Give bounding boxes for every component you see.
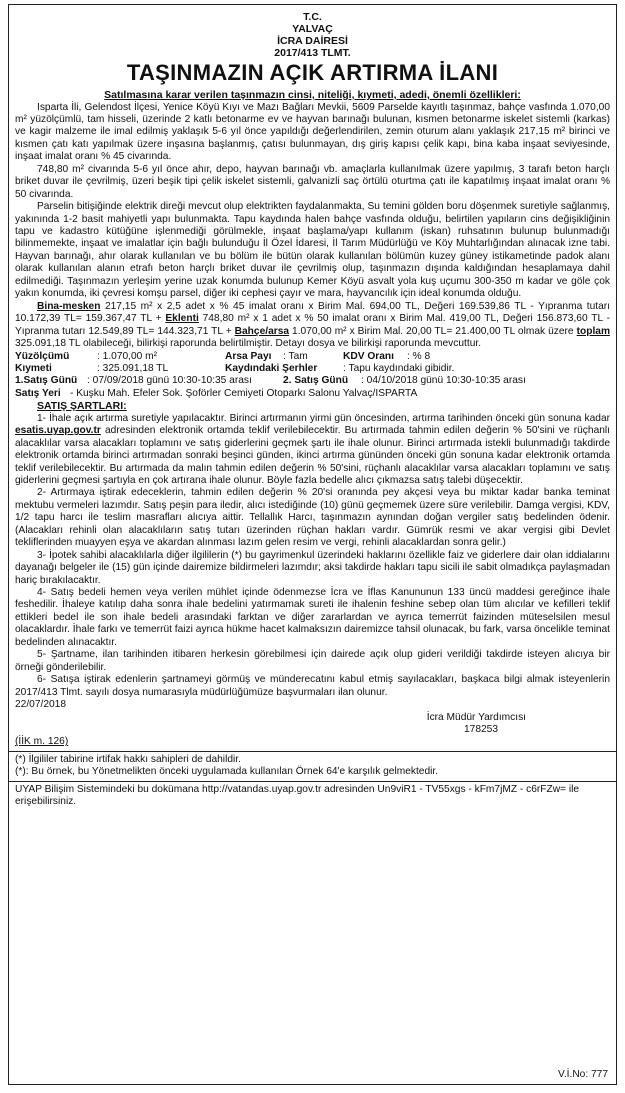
- footnotes: [15, 736, 610, 778]
- value-label: Kıymeti: [15, 362, 52, 374]
- description-paragraph-1: Isparta İli, Gelendost İlçesi, Yenice Köyü Kıyı ve Mazı Bağları Mevkii, 5609 Parselde kayıtlı taşınmaz, bahçe vasfında 1.070,00 m² yüzölçümlü, tam hisseli, üzerinde 2 katlı betonarme ev ve hayvan barınağı bulunan, kısmen betonarme iskelet sistemli (karkas) ve kagir malzeme ile imal edilmiş yaklaşık 5-6 yıl önce yapıldığı değerlendirilen, zemin oturum alanı yaklaşık 217,15 m² birinci ve kısmen çatı katı yapılmak üzere inşasına başlanmış, çatısı bulunmayan, dış giriş kapısı çelik kapı, bina kaba inşaat seviyesinde, inşaat imalat oranı % 45 civarında.: [15, 101, 610, 163]
- description-paragraph-2: 748,80 m² civarında 5-6 yıl önce ahır, depo, hayvan barınağı vb. amaçlarla kullanılmak üzere yapılmış, 3 tarafı beton harçlı briket duvar ile çevrilmiş, üzeri beşik tipi çelik iskelet sistemli, galvanizli saç örtülü oturtma çatı ile kapatılmış inşaat imalat oranı % 50 civarında.: [15, 163, 610, 200]
- form-reference: (İİK m. 126): [15, 736, 69, 748]
- uyap-text: UYAP Bilişim Sistemindeki bu dokümana http://vatandas.uyap.gov.tr adresinden Un9viR1 - TV55xgs - kFm7jMZ - c6rFZw= ile erişebilirsiniz.: [15, 783, 580, 808]
- conditions-title: SATIŞ ŞARTLARI:: [37, 400, 127, 413]
- vat-rate-label: KDV Oranı: [343, 350, 394, 362]
- sale-day-2-label: 2. Satış Günü: [283, 375, 349, 387]
- header-country: T.C.: [303, 11, 322, 23]
- annex-label: Eklenti: [165, 313, 199, 325]
- header-file-number: 2017/413 TLMT.: [274, 47, 351, 59]
- total-label: toplam: [576, 325, 611, 337]
- legal-notice: [8, 4, 617, 1085]
- land-share-label: Arsa Payı: [225, 350, 272, 362]
- land-share-value: : Tam: [283, 350, 308, 362]
- uyap-access-note: [9, 781, 616, 1080]
- signature-role: İcra Müdür Yardımcısı: [426, 711, 526, 723]
- header-town: YALVAÇ: [292, 23, 333, 35]
- notice-title: TAŞINMAZIN AÇIK ARTIRMA İLANI: [126, 60, 499, 85]
- valuation-paragraph: Bina-mesken 217,15 m² x 2,5 adet x % 45 imalat oranı x Birim Mal. 694,00 TL, Değeri 169.539,86 TL - Yıpranma tutarı 10.172,39 TL= 159.367,47 TL + Eklenti 748,80 m² x 1 adet x % 50 imalat oranı x Birim Mal. 419,00 TL, Değeri 156.873,60 TL - Yıpranma tutarı 12.549,89 TL= 144.323,71 TL + Bahçe/arsa 1.070,00 m² x Birim Mal. 20,00 TL= 21.400,00 TL olmak üzere toplam 325.091,18 TL olabileceği, bilirkişi raporunda belirtilmiştir. Detayı dosya ve bilirkişi raporunda mevcuttur.: [15, 300, 611, 350]
- info-row: [15, 363, 610, 375]
- description-paragraph-3: Parselin bitişiğinde elektrik direği mevcut olup elektrikten faydalanmakta, Su temini gölden boru döşenmek suretiyle sağlanmış, yakınında 1-2 basit mahiyetli yapı bulunmakta. Tapu kaydında halen bahçe vasfında olduğu, belirtilen yapıların cins değişikliğinin tapu ve kadastro kütüğüne işlenmediği görülmekle, inşaat başlama/yapı kullanım (iskan) ruhsatının bulunup bulunmadığı bilinmemekte, inşaat ve imalatlar için bağlı bulunduğu İl Özel İdaresi, İl Tarım Müdürlüğü ve Köy Muhtarlığından alınacak izne tabi. Hayvan barınağı, ahır olarak kullanılan ve bu bölüm ile bütün olarak kullanılan bölümün kuzey güney istikametinde padok alanı olarak kullanılan alanın etrafı beton harçlı briket duvar ile çevrilmiş olup, taşınmazın dışında kaldığından hesaplamaya dahil edilmediği. Taşınmazın yerleşim yerine uzak konumda bulunup Kemer Köyü asvalt yola kuş uçumu 300-350 m kadar ve göle çok yakın konumda, iki çevresi komşu parsel, diğer iki cephesi çayır ve mara, hayvancılık için ideal konumda olduğu.: [15, 201, 610, 300]
- sale-day-1-label: 1.Satış Günü: [15, 375, 78, 387]
- sale-day-2-value: : 04/10/2018 günü 10:30-10:35 arası: [361, 375, 526, 387]
- property-subheading: Satılmasına karar verilen taşınmazın cinsi, niteliği, kıymeti, adedi, önemli özellikleri:: [104, 89, 521, 101]
- area-label: Yüzölçümü: [15, 350, 70, 362]
- header-office: İCRA DAİRESİ: [277, 35, 348, 47]
- sale-place-value: - Kuşku Mah. Efeler Sok. Şoförler Cemiyeti Otoparkı Salonu Yalvaç/ISPARTA: [70, 387, 418, 399]
- info-row: [15, 375, 610, 387]
- records-value: : Tapu kaydındaki gibidir.: [343, 362, 455, 374]
- condition-4: 4- Satış bedeli hemen veya verilen mühlet içinde ödenmezse İcra ve İflas Kanununun 133 üncü maddesi gereğince ihale feshedilir. İhaleye katılıp daha sonra ihale bedelini yatırmamak sureti ile ihalenin feshine sebep olan tüm alıcılar ve kefilleri teklif ettikleri bedel ile son ihale bedeli arasındaki farktan ve diğer zararlardan ve ayrıca temerrüt faizinden müteselsilen mesul olacaklardır. İhale farkı ve temerrüt faizi ayrıca hükme hacet kalmaksızın dairemizce tahsil olunacak, bu fark, varsa öncelikle teminat bedelinden alınacaktır.: [15, 587, 610, 648]
- info-row: [15, 388, 610, 400]
- esatis-link[interactable]: esatis.uyap.gov.tr: [15, 425, 101, 437]
- condition-3: 3- İpotek sahibi alacaklılarla diğer ilgililerin (*) bu gayrimenkul üzerindeki haklarını özellikle faiz ve giderlere dair olan iddialarını dayanağı belgeler ile (15) gün içinde dairemize bildirmeleri lazımdır; aksi takdirde hakları tapu sicili ile sabit olmadıkça paylaşmadan hariç bırakılacaktır.: [15, 549, 610, 586]
- records-label: Kaydındaki Şerhler: [225, 362, 318, 374]
- building-label: Bina-mesken: [37, 300, 101, 312]
- property-info: [15, 351, 610, 401]
- header: [15, 11, 610, 59]
- area-value: : 1.070,00 m²: [97, 350, 158, 362]
- divider: [9, 751, 616, 752]
- condition-6: 6- Satışa iştirak edenlerin şartnameyi görmüş ve münderecatını kabul etmiş sayılacakları, başkaca bilgi almak isteyenlerin 2017/413 Tlmt. sayılı dosya numarasıyla müdürlüğümüze başvurmaları ilan olunur.: [15, 674, 610, 698]
- value-amount: : 325.091,18 TL: [97, 362, 169, 374]
- notice-date: 22/07/2018: [15, 699, 66, 711]
- vat-rate-value: : % 8: [407, 350, 431, 362]
- sale-place-label: Satış Yeri: [15, 387, 61, 399]
- signature-number: 178253: [464, 724, 498, 736]
- garden-label: Bahçe/arsa: [234, 325, 290, 337]
- info-row: [15, 351, 610, 363]
- footnote-2: (*): Bu örnek, bu Yönetmelikten önceki uygulamada kullanılan Örnek 64'e karşılık gelmektedir.: [15, 766, 439, 778]
- notice-number: V.İ.No: 777: [557, 1069, 608, 1080]
- footnote-1: (*) İlgililer tabirine irtifak hakkı sahipleri de dahildir.: [15, 753, 241, 765]
- sale-day-1-value: : 07/09/2018 günü 10:30-10:35 arası: [87, 375, 252, 387]
- condition-1: 1- İhale açık artırma suretiyle yapılacaktır. Birinci artırmanın yirmi gün öncesinden, artırma tarihinden önceki gün sonuna kadar esatis.uyap.gov.tr adresinden elektronik ortamda teklif verilebilecektir. Bu artırmada tahmin edilen değerin % 50'sini ve rüçhanlı alacaklılar varsa alacakları toplamını ve satış giderlerini geçmek şartı ile ihale olunur. Birinci artırmada istekli bulunmadığı takdirde elektronik ortamda birinci artırmadan sonraki beşinci günden, ikinci artırma gününden önceki gün sonuna kadar elektronik ortamda teklif verilebilecektir. Bu artırmada da malın tahmin edilen değerin % 50'sini, rüçhanlı alacaklılar varsa alacakları toplamını ve satış giderlerini geçmesi şartıyla en çok artırana ihale olunur. Böyle fazla bedelle alıcı çıkmazsa satış talebi düşecektir.: [15, 412, 610, 486]
- condition-5: 5- Şartname, ilan tarihinden itibaren herkesin görebilmesi için dairede açık olup gideri verildiği takdirde isteyen alıcıya bir örneği gönderilebilir.: [15, 649, 610, 673]
- condition-2: 2- Artırmaya iştirak edeceklerin, tahmin edilen değerin % 20'si oranında pey akçesi veya bu miktar kadar banka teminat mektubu vermeleri lazımdır. Satış peşin para iledir, alıcı istediğinde (10) günü geçmemek üzere süre verilebilir. Damga vergisi, KDV, 1/2 tapu harcı ile teslim masrafları alıcıya aittir. Tellallık Harcı, taşınmazın aynından doğan vergiler satış bedelinden ödenir. (Alacakları rehinli olan alacaklıların satış tutarı üzerinden rüçhan hakları vardır. Gümrük resmi ve akar vergisi gibi Devlet tekliflerinden muayyen eşya ve akardan alınması lazım gelen resim ve vergi, rehinli alacaklardan sonra gelir.): [15, 487, 610, 549]
